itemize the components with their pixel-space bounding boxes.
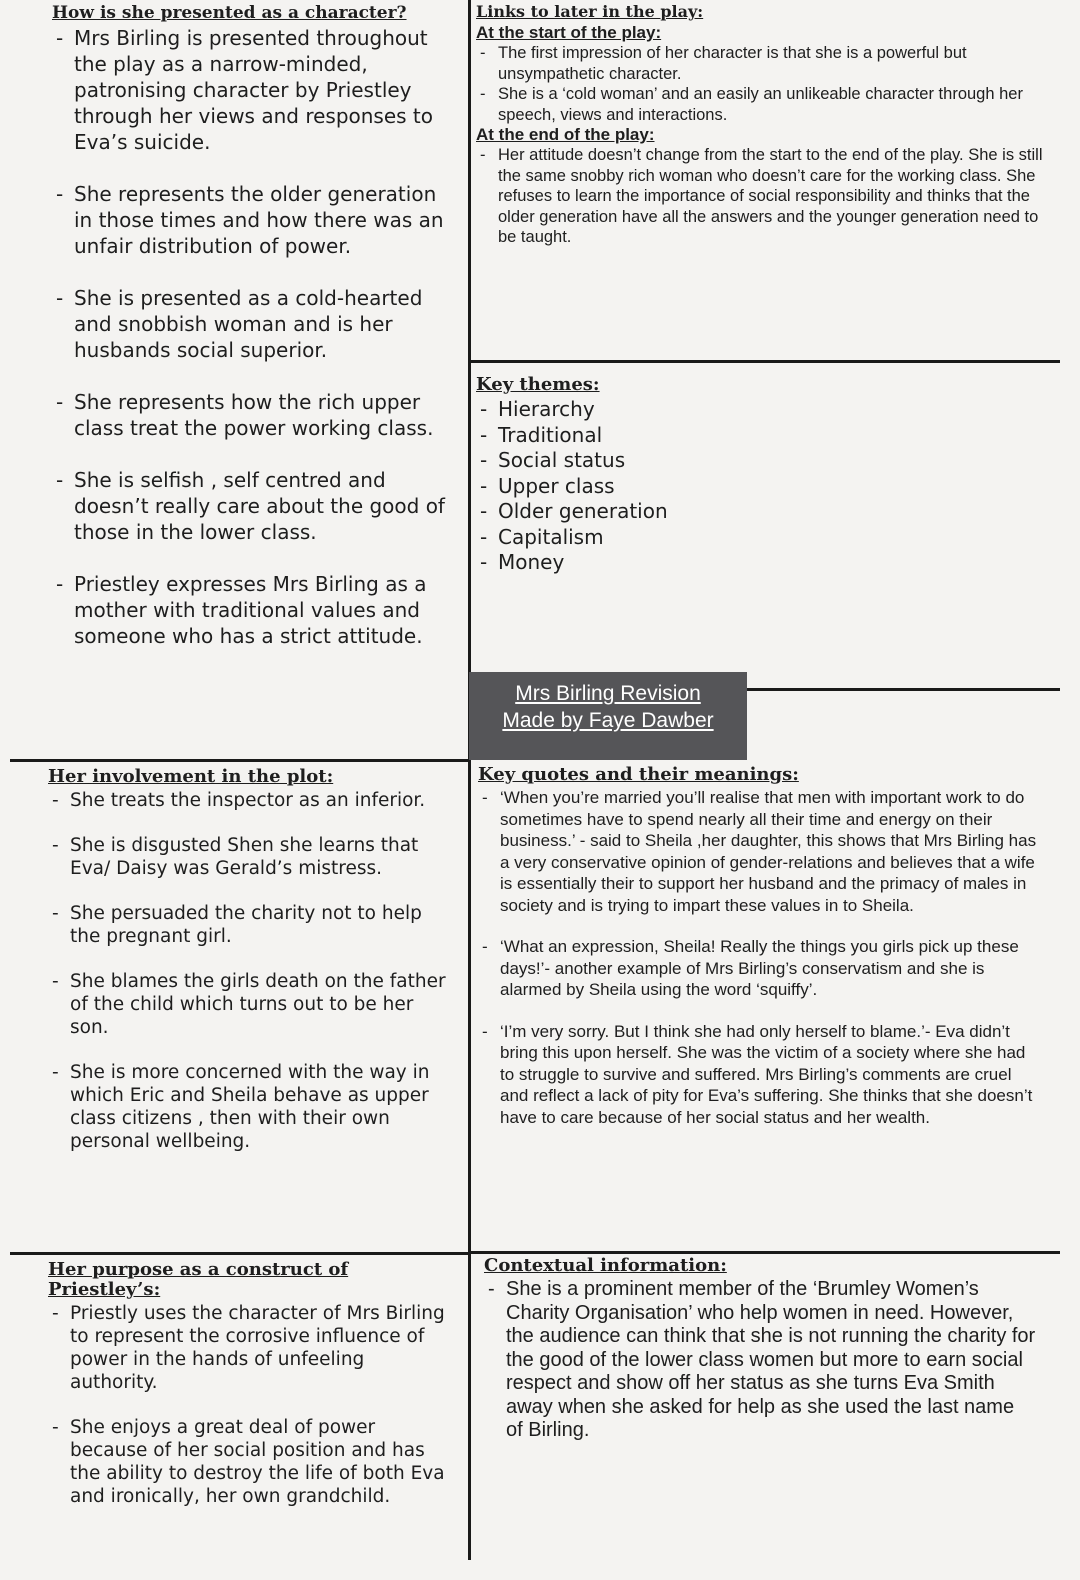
list-item: - ‘What an expression, Sheila! Really the things you girls pick up these days!’- another example of Mrs Birling’s conservatism and she is alarmed by Sheila using the word ‘squiffy’. [478, 936, 1044, 1001]
list-item: - Social status [476, 448, 1036, 474]
bullet-list [52, 25, 452, 649]
list-item: - Mrs Birling is presented throughout the play as a narrow-minded, patronising character by Priestley through her views and responses to Eva’s suicide. [52, 25, 452, 155]
divider-title-right [746, 688, 1060, 691]
divider-links-themes [470, 360, 1060, 363]
list-item: - She is disgusted Shen she learns that Eva/ Daisy was Gerald’s mistress. [48, 834, 456, 880]
bullet-list [476, 43, 1054, 125]
list-item: - Priestly uses the character of Mrs Birling to represent the corrosive influence of power in the hands of unfeeling authority. [48, 1302, 456, 1394]
subheading-end: At the end of the play: [476, 125, 655, 144]
author-line: Made by Faye Dawber [502, 709, 714, 732]
list-item: - Traditional [476, 423, 1036, 449]
list-item: - She blames the girls death on the father of the child which turns out to be her son. [48, 970, 456, 1039]
list-item: - Capitalism [476, 525, 1036, 551]
divider-left-middle [10, 759, 470, 762]
list-item: - She is selfish , self centred and doesn’t really care about the good of those in the lower class. [52, 467, 452, 545]
list-item: - ‘When you’re married you’ll realise that men with important work to do sometimes have to spend nearly all their time and energy on their business.’ - said to Sheila ,her daughter, this shows that Mrs Birling has a very conservative opinion of gender-relations and believes that a wife is essentially their to support her husband and the primacy of males in society and is trying to impart these values in to Sheila. [478, 787, 1044, 916]
title-box [469, 672, 747, 760]
list-item: - Upper class [476, 474, 1036, 500]
list-item: - ‘I’m very sorry. But I think she had only herself to blame.’- Eva didn’t bring this upon herself. She was the victim of a society where she had to struggle to survive and suffered. Mrs Birling’s comments are cruel and reflect a lack of pity for Eva’s suffering. She thinks that she doesn’t have to care because of her social status and her wealth. [478, 1021, 1044, 1129]
section-purpose [48, 1260, 456, 1530]
section-heading: Her involvement in the plot: [48, 766, 334, 787]
list-item: - She enjoys a great deal of power because of her social position and has the ability to destroy the life of both Eva and ironically, her own grandchild. [48, 1416, 456, 1508]
list-item: - She treats the inspector as an inferior. [48, 789, 456, 812]
section-quotes [478, 765, 1044, 1148]
list-item: - She is presented as a cold-hearted and snobbish woman and is her husbands social superior. [52, 285, 452, 363]
theme-list [476, 397, 1036, 576]
section-context [484, 1256, 1036, 1443]
section-presented [52, 3, 452, 675]
title-line: Mrs Birling Revision [515, 682, 701, 705]
list-item: - Older generation [476, 499, 1036, 525]
list-item: - Money [476, 550, 1036, 576]
list-item: - The first impression of her character is that she is a powerful but unsympathetic character. [476, 43, 1054, 84]
list-item: - Her attitude doesn’t change from the start to the end of the play. She is still the same snobby rich woman who doesn’t care for the working class. She refuses to learn the importance of social responsibility and thinks that the older generation have all the answers and the younger generation need to be taught. [476, 145, 1054, 248]
list-item: - She is a prominent member of the ‘Brumley Women’s Charity Organisation’ who help women in need. However, the audience can think that she is not running the charity for the good of the lower class women but more to earn social respect and show off her status as she turns Eva Smith away when she asked for help as she used the last name of Birling. [484, 1278, 1036, 1443]
section-involvement [48, 767, 456, 1175]
list-item: - Priestley expresses Mrs Birling as a mother with traditional values and someone who has a strict attitude. [52, 571, 452, 649]
section-links [476, 3, 1054, 248]
divider-right-bottom [470, 1251, 1060, 1254]
bullet-list [478, 787, 1044, 1128]
list-item: - She represents how the rich upper class treat the power working class. [52, 389, 452, 441]
list-item: - She represents the older generation in those times and how there was an unfair distribution of power. [52, 181, 452, 259]
section-heading: Her purpose as a construct of Priestley’s: [48, 1259, 349, 1300]
subheading-start: At the start of the play: [476, 23, 662, 42]
list-item: - She is a ‘cold woman’ and an easily an unlikeable character through her speech, views and interactions. [476, 84, 1054, 125]
section-heading: How is she presented as a character? [52, 3, 407, 23]
list-item: - She is more concerned with the way in which Eric and Sheila behave as upper class citizens , then with their own personal wellbeing. [48, 1061, 456, 1153]
section-heading: Links to later in the play: [476, 2, 704, 21]
center-divider [468, 0, 471, 1560]
divider-left-bottom [10, 1252, 470, 1255]
list-item: - Hierarchy [476, 397, 1036, 423]
list-item: - She persuaded the charity not to help the pregnant girl. [48, 902, 456, 948]
section-heading: Contextual information: [484, 1255, 727, 1276]
section-heading: Key themes: [476, 374, 600, 395]
bullet-list [484, 1278, 1036, 1443]
section-heading: Key quotes and their meanings: [478, 764, 799, 785]
bullet-list [48, 1302, 456, 1508]
section-themes [476, 375, 1036, 576]
bullet-list [48, 789, 456, 1153]
bullet-list [476, 145, 1054, 248]
